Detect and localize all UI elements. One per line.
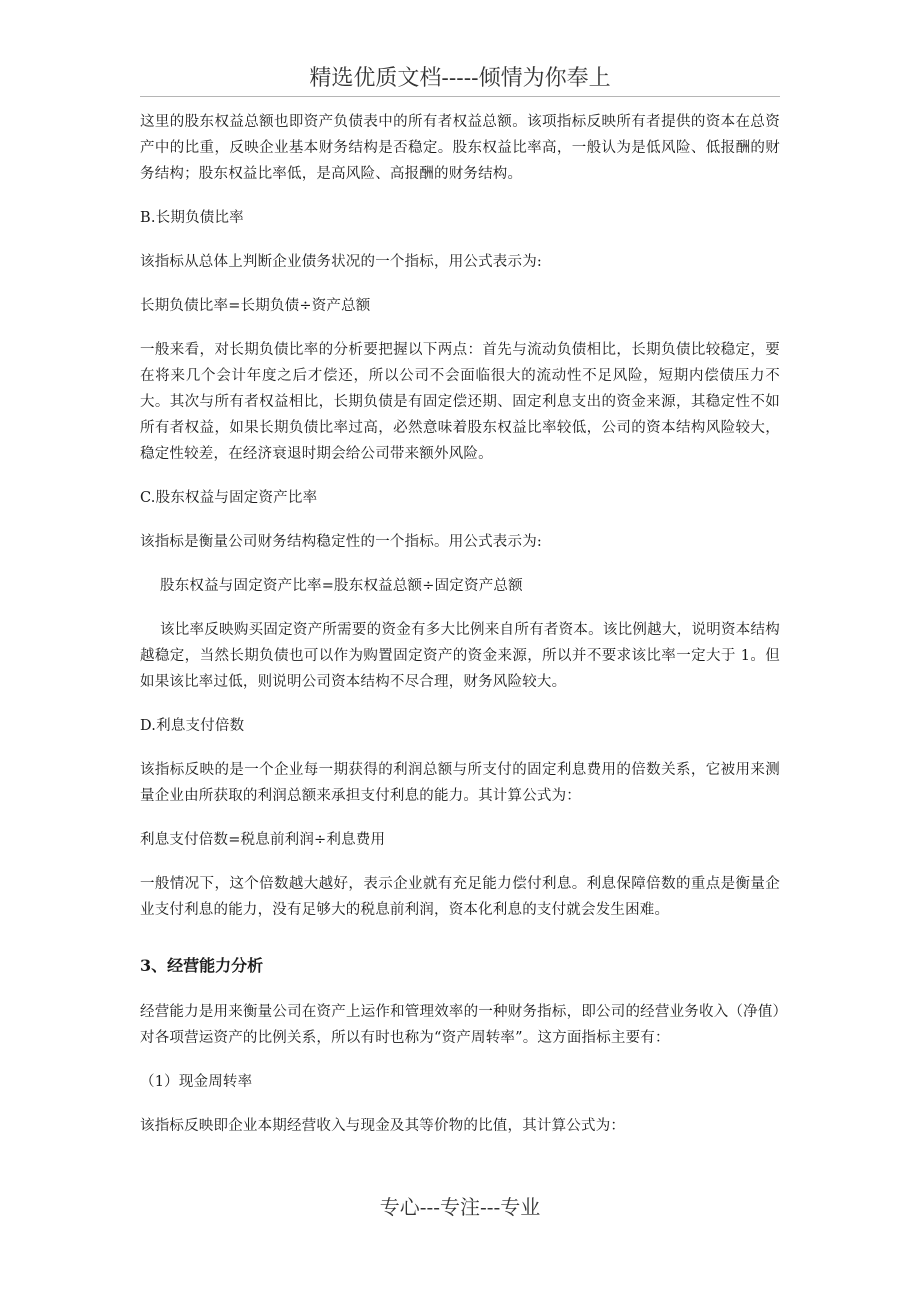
paragraph-long-term-debt-desc: 该指标从总体上判断企业债务状况的一个指标，用公式表示为: xyxy=(140,254,542,270)
subheading-cash-turnover: （1）现金周转率 xyxy=(140,1074,253,1090)
paragraph-equity-fixed-asset-analysis: 该比率反映购买固定资产所需要的资金有多大比例来自所有者资本。该比例越大，说明资本结构越稳定，当然长期负债也可以作为购置固定资产的资金来源，所以并不要求该比率一定大于 1。但如果该比率过低，则说明公司资本结构不尽合理，财务风险较大。 xyxy=(140,622,780,690)
section-title-operating-capacity: 3、经营能力分析 xyxy=(140,956,264,975)
formula-long-term-debt-ratio: 长期负债比率=长期负债÷资产总额 xyxy=(140,298,371,314)
paragraph-equity-ratio: 这里的股东权益总额也即资产负债表中的所有者权益总额。该项指标反映所有者提供的资本在总资产中的比重，反映企业基本财务结构是否稳定。股东权益比率高，一般认为是低风险、低报酬的财务结构；股东权益比率低，是高风险、高报酬的财务结构。 xyxy=(140,114,780,182)
paragraph-equity-fixed-asset-desc: 该指标是衡量公司财务结构稳定性的一个指标。用公式表示为: xyxy=(140,534,542,550)
formula-equity-fixed-asset-ratio: 股东权益与固定资产比率=股东权益总额÷固定资产总额 xyxy=(160,578,523,594)
footer-text: 专心---专注---专业 xyxy=(379,1195,541,1219)
paragraph-long-term-debt-analysis: 一般来看，对长期负债比率的分析要把握以下两点：首先与流动负债相比，长期负债比较稳定，要在将来几个会计年度之后才偿还，所以公司不会面临很大的流动性不足风险，短期内偿债压力不大。其次与所有者权益相比，长期负债是有固定偿还期、固定利息支出的资金来源，其稳定性不如所有者权益，如果长期负债比率过高，必然意味着股东权益比率较低，公司的资本结构风险较大，稳定性较差，在经济衰退时期会给公司带来额外风险。 xyxy=(140,342,780,462)
page-footer xyxy=(140,1192,780,1222)
paragraph-interest-coverage-desc: 该指标反映的是一个企业每一期获得的利润总额与所支付的固定利息费用的倍数关系，它被用来测量企业由所获取的利润总额来承担支付利息的能力。其计算公式为： xyxy=(140,762,780,804)
paragraph-interest-coverage-analysis: 一般情况下，这个倍数越大越好，表示企业就有充足能力偿付利息。利息保障倍数的重点是衡量企业支付利息的能力，没有足够大的税息前利润，资本化利息的支付就会发生困难。 xyxy=(140,876,780,918)
document-body xyxy=(140,109,780,1157)
subheading-equity-fixed-asset-ratio: C.股东权益与固定资产比率 xyxy=(140,490,318,506)
subheading-interest-coverage: D.利息支付倍数 xyxy=(140,718,245,734)
subheading-long-term-debt-ratio: B.长期负债比率 xyxy=(140,210,244,226)
header-title: 精选优质文档-----倾情为你奉上 xyxy=(309,66,611,91)
paragraph-operating-capacity-desc: 经营能力是用来衡量公司在资产上运作和管理效率的一种财务指标，即公司的经营业务收入（净值）对各项营运资产的比例关系，所以有时也称为“资产周转率”。这方面指标主要有： xyxy=(140,1004,780,1046)
paragraph-cash-turnover-desc: 该指标反映即企业本期经营收入与现金及其等价物的比值，其计算公式为： xyxy=(140,1118,626,1134)
page-header xyxy=(140,62,780,97)
formula-interest-coverage: 利息支付倍数=税息前利润÷利息费用 xyxy=(140,832,386,848)
